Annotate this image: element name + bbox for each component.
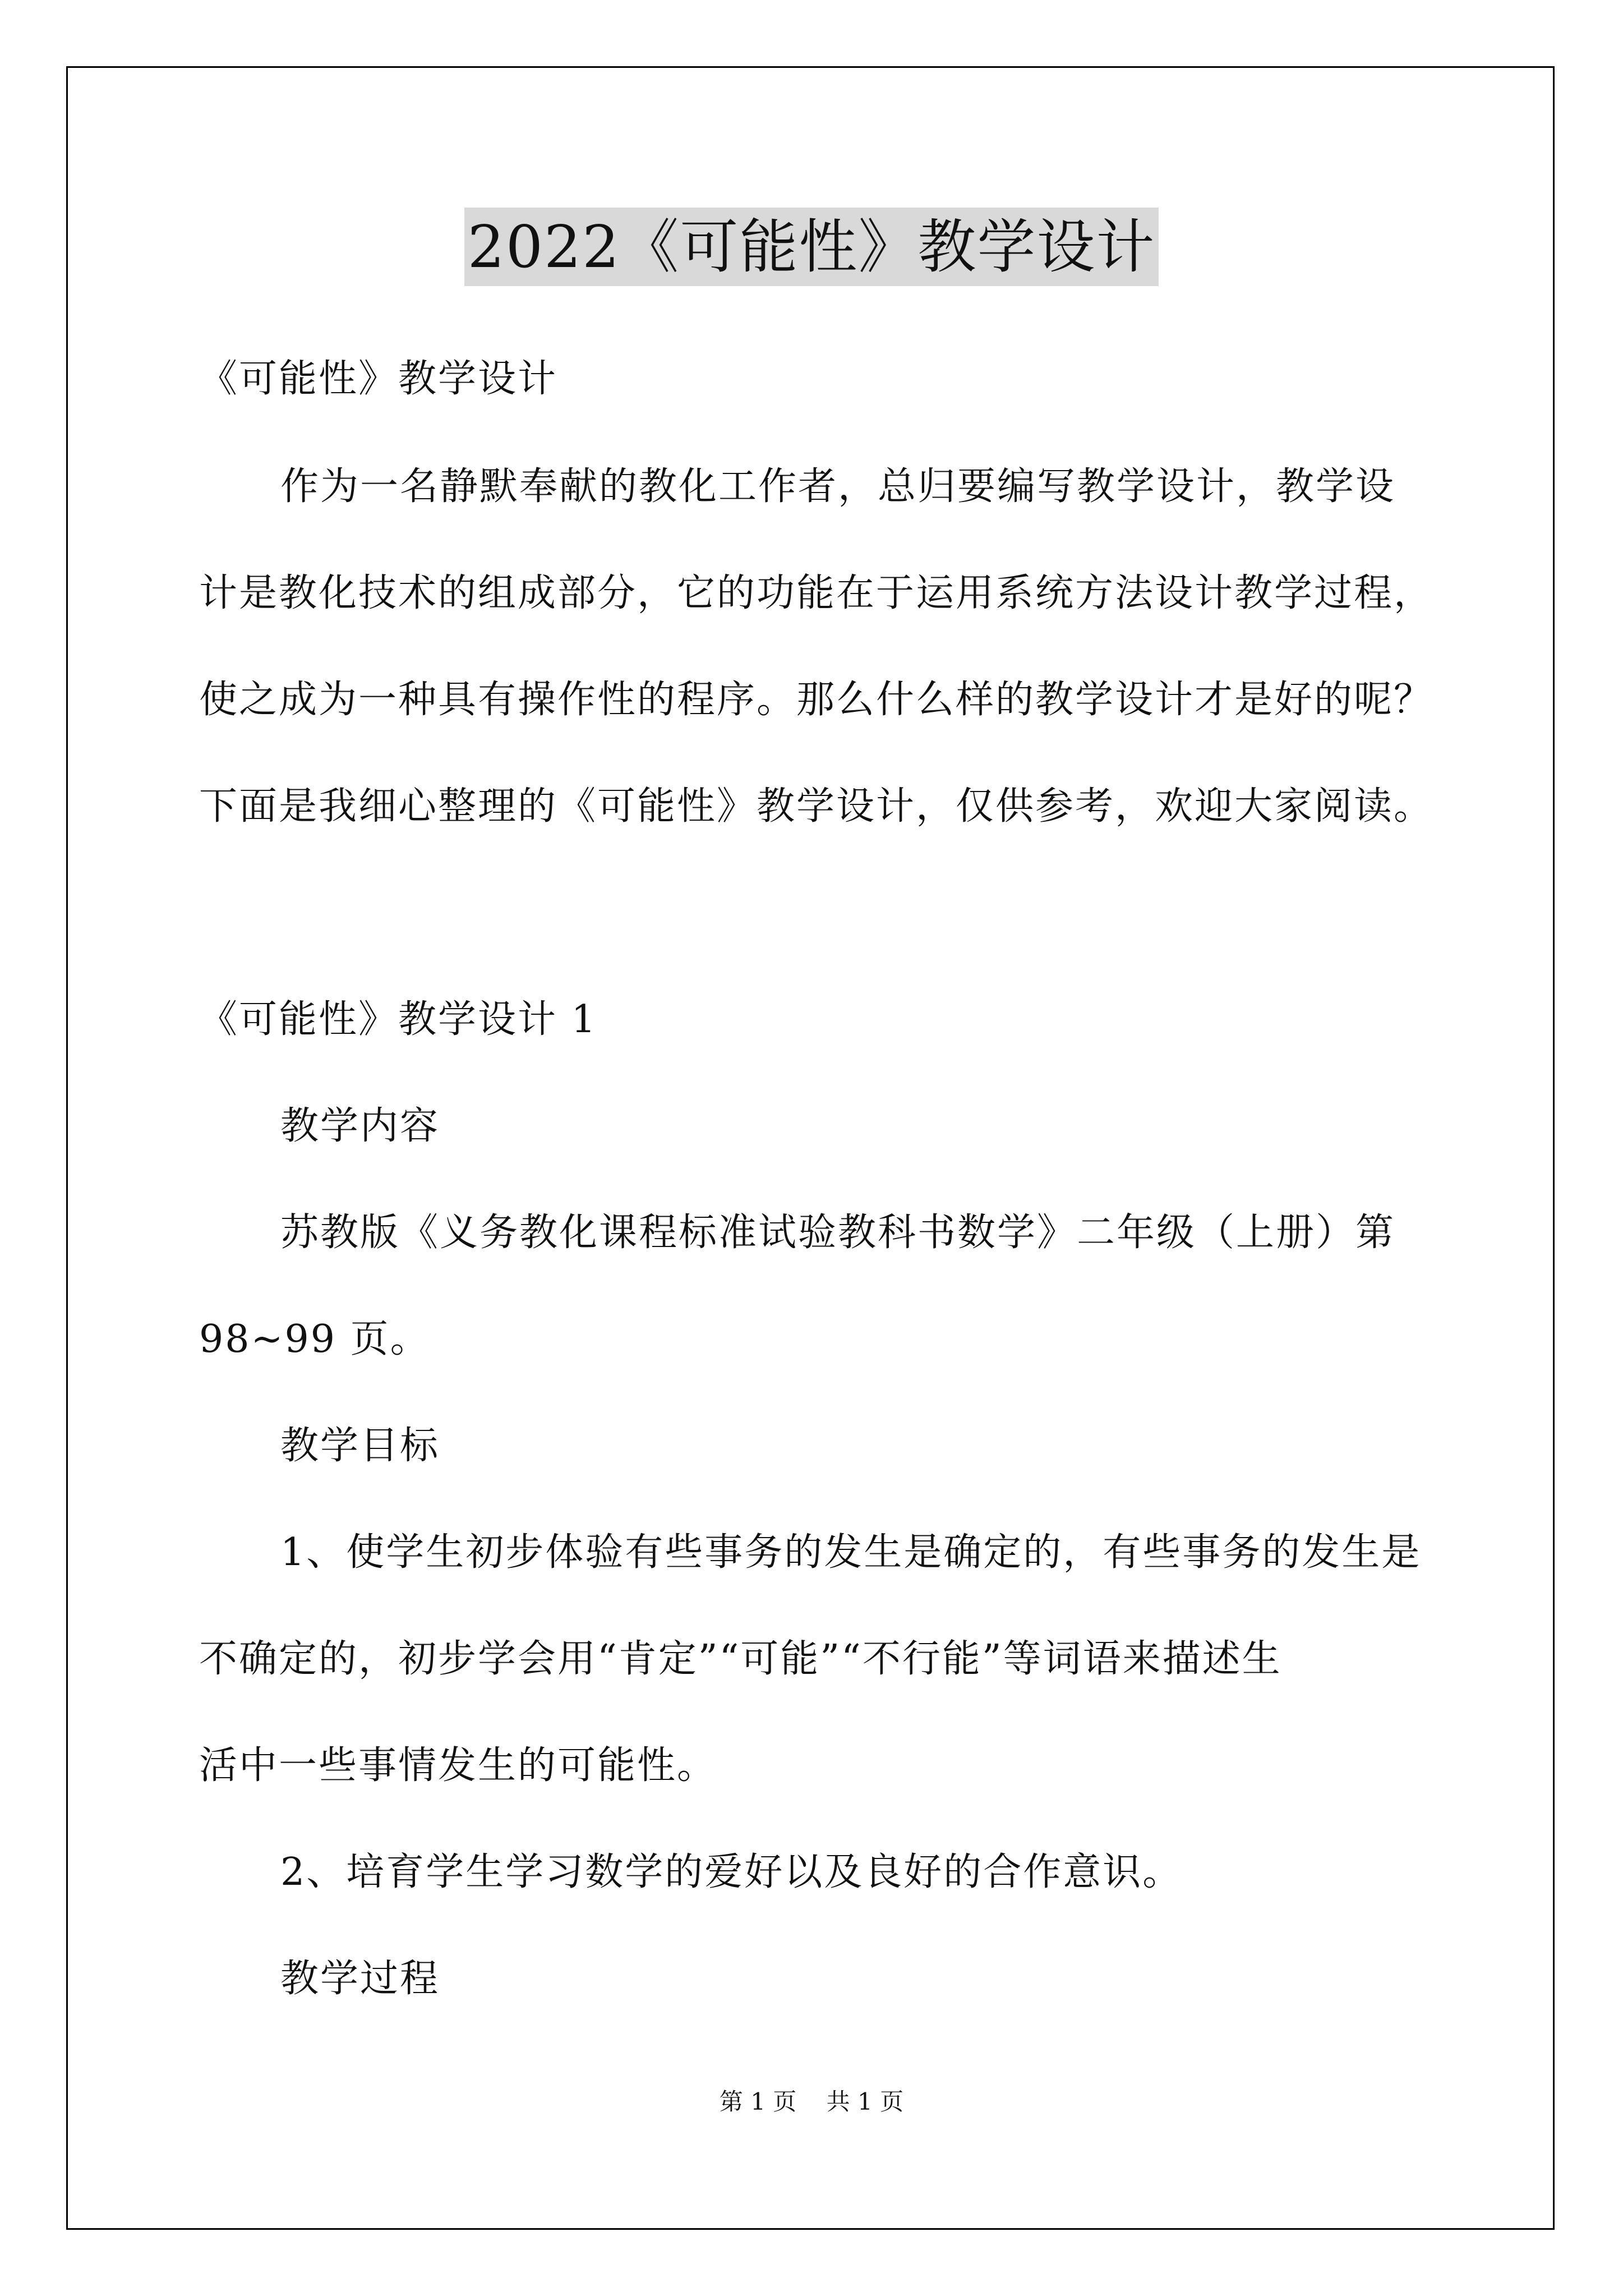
page-footer: [0, 2088, 1623, 2116]
subsection-heading: 教学内容: [280, 1104, 440, 1148]
page-number-total: 共 1 页: [826, 2088, 904, 2115]
paragraph-line: 活中一些事情发生的可能性。: [199, 1743, 717, 1788]
paragraph-line: 2、培育学生学习数学的爱好以及良好的合作意识。: [280, 1850, 1183, 1894]
paragraph-line: 作为一名静默奉献的教化工作者，总归要编写教学设计，教学设: [280, 464, 1396, 509]
paragraph-line: 计是教化技术的组成部分，它的功能在于运用系统方法设计教学过程，: [199, 571, 1434, 615]
subtitle-line: 《可能性》教学设计: [199, 357, 558, 401]
title-container: [0, 208, 1623, 286]
paragraph-line: 不确定的，初步学会用“肯定”“可能”“不行能”等词语来描述生: [199, 1637, 1282, 1681]
document-title: 2022《可能性》教学设计: [464, 208, 1159, 286]
paragraph-line: 苏教版《义务教化课程标准试验教科书数学》二年级（上册）第: [280, 1211, 1396, 1255]
paragraph-line: 98~99 页。: [199, 1317, 430, 1361]
subsection-heading: 教学过程: [280, 1957, 440, 2001]
paragraph-line: 下面是我细心整理的《可能性》教学设计，仅供参考，欢迎大家阅读。: [199, 784, 1434, 829]
paragraph-line: 1、使学生初步体验有些事务的发生是确定的，有些事务的发生是: [280, 1530, 1422, 1575]
page-number-current: 第 1 页: [719, 2088, 797, 2115]
section-heading: 《可能性》教学设计 1: [199, 997, 597, 1042]
paragraph-line: 使之成为一种具有操作性的程序。那么什么样的教学设计才是好的呢？: [199, 678, 1434, 722]
subsection-heading: 教学目标: [280, 1424, 440, 1468]
